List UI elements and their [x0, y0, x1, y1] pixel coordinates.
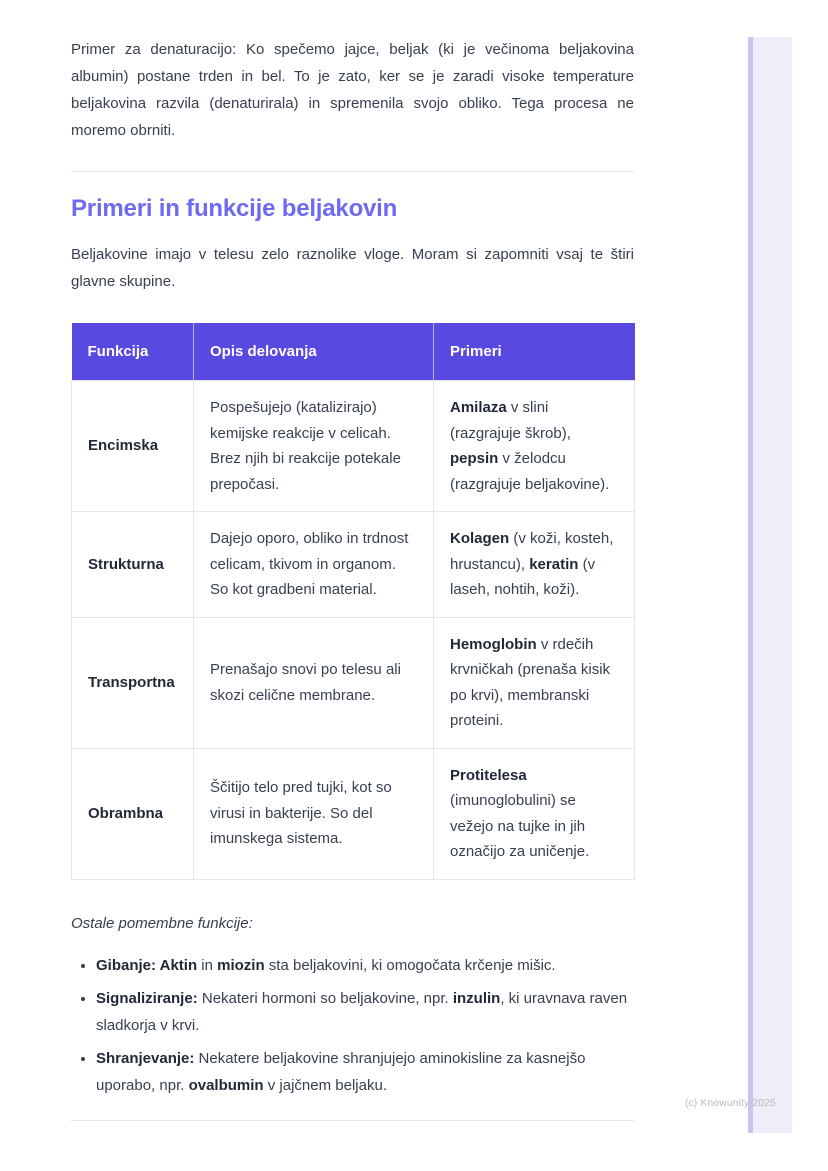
cell-opis: Pospešujejo (katalizirajo) kemijske reakcije v celicah. Brez njih bi reakcije potekale prepočasi.: [194, 381, 434, 512]
cell-opis: Ščitijo telo pred tujki, kot so virusi in bakterije. So del imunskega sistema.: [194, 748, 434, 879]
table-row: [72, 748, 635, 879]
functions-table: [71, 323, 635, 880]
table-row: [72, 381, 635, 512]
list-item: • Shranjevanje: Nekatere beljakovine shranjujejo aminokisline za kasnejšo uporabo, npr. ovalbumin v jajčnem beljaku.: [96, 1045, 634, 1099]
cell-primeri: Amilaza v slini (razgrajuje škrob), pepsin v želodcu (razgrajuje beljakovine).: [434, 381, 635, 512]
table-header-opis: Opis delovanja: [194, 323, 434, 381]
table-header-primeri: Primeri: [434, 323, 635, 381]
intro-paragraph: Primer za denaturacijo: Ko spečemo jajce, beljak (ki je večinoma beljakovina albumin) postane trden in bel. To je zato, ker se je zaradi visoke temperature beljakovina razvila (denaturirala) in spremenila svojo obliko. Tega procesa ne moremo obrniti.: [71, 41, 634, 139]
list-item: • Gibanje: Aktin in miozin sta beljakovini, ki omogočata krčenje mišic.: [96, 952, 634, 979]
cell-primeri: Protitelesa (imunoglobulini) se vežejo na tujke in jih označijo za uničenje.: [434, 748, 635, 879]
side-strip-panel: [753, 37, 792, 1133]
section-divider-bottom: [71, 1120, 634, 1121]
cell-funkcija: Obrambna: [72, 748, 194, 879]
other-functions-intro: Ostale pomembne funkcije:: [71, 914, 253, 932]
table-header-row: [72, 323, 635, 381]
table-row: [72, 512, 635, 618]
footer-credit: (c) Knowunity 2025: [684, 1098, 776, 1109]
cell-funkcija: Strukturna: [72, 512, 194, 618]
table-header-funkcija: Funkcija: [72, 323, 194, 381]
section-heading: Primeri in funkcije beljakovin: [71, 195, 398, 222]
side-strip-line: [748, 37, 753, 1133]
list-item: • Signaliziranje: Nekateri hormoni so beljakovine, npr. inzulin, ki uravnava raven sladkorja v krvi.: [96, 985, 634, 1039]
section-divider-top: [71, 171, 634, 172]
cell-opis: Dajejo oporo, obliko in trdnost celicam, tkivom in organom. So kot gradbeni material.: [194, 512, 434, 618]
page-content: [71, 0, 634, 1121]
table-row: [72, 617, 635, 748]
cell-opis: Prenašajo snovi po telesu ali skozi celične membrane.: [194, 617, 434, 748]
section-lead-paragraph: Beljakovine imajo v telesu zelo raznolike vloge. Moram si zapomniti vsaj te štiri glavne skupine.: [71, 246, 634, 290]
other-functions-list: [71, 952, 634, 1099]
cell-primeri: Hemoglobin v rdečih krvničkah (prenaša kisik po krvi), membranski proteini.: [434, 617, 635, 748]
cell-funkcija: Encimska: [72, 381, 194, 512]
cell-primeri: Kolagen (v koži, kosteh, hrustancu), keratin (v laseh, nohtih, koži).: [434, 512, 635, 618]
cell-funkcija: Transportna: [72, 617, 194, 748]
